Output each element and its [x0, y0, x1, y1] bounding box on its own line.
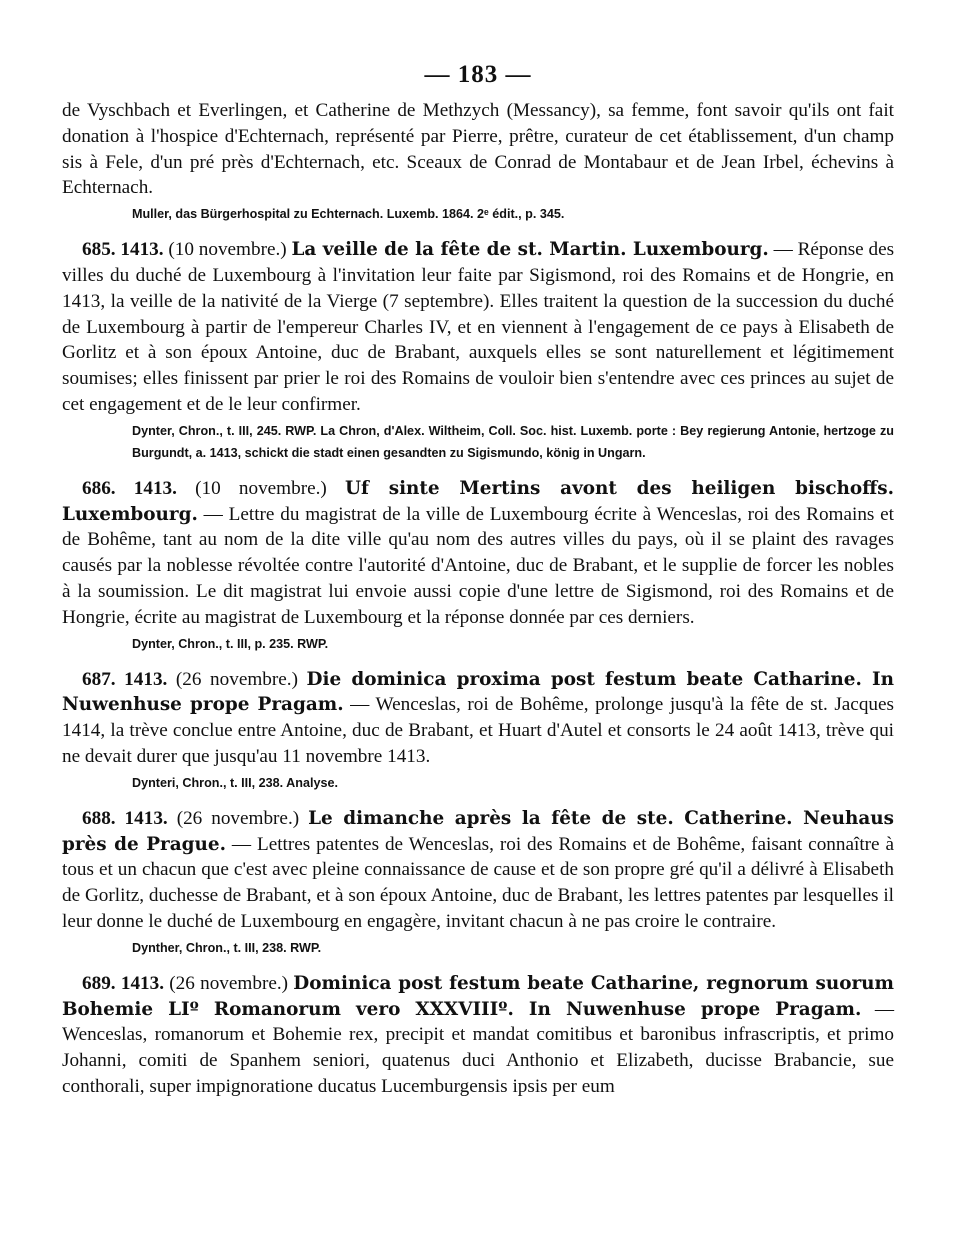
continuation-text: de Vyschbach et Everlingen, et Catherine de Methzych (Messancy), sa femme, font savoir qu'ils ont fait donation à l'hospice d'Echternach, représenté par Pierre, prêtre, curateur de cet établissement, d'un champ sis à Fele, d'un pré près d'Echternach, etc. Sceaux de Conrad de Montabaur et de Jean Irbel, échevins à Echternach. — [62, 100, 894, 199]
entry-number: 688. — [82, 807, 116, 829]
entry-year: 1413. — [120, 239, 164, 261]
entry-body: — Lettres patentes de Wenceslas, roi des Romains et de Bohême, faisant connaître à tous et un chacun que c'est avec pleine connaissance de cause et de son propre gré qu'il a délivré à Elisabeth de Gorlitz, duchesse de Brabant, et à son époux Antoine, duc de Brabant, les lettres patentes par lesquelles il leur donne le duché de Luxembourg en engagère, invitant chacun à ne pas croire le contraire. — [62, 833, 894, 932]
entry-number: 685. — [82, 239, 116, 261]
continuation-source: Muller, das Bürgerhospital zu Echternach. Luxemb. 1864. 2ᵉ édit., p. 345. — [132, 207, 565, 222]
entry-date: (10 novembre.) — [168, 239, 287, 261]
entry-paragraph — [62, 237, 894, 418]
entry-year: 1413. — [124, 807, 168, 829]
continuation-entry — [62, 98, 894, 225]
entry-heading: Dominica post festum beate Catharine, regnorum suorum Bohemie LIº Romanorum vero XXXVIIIº. In Nuwenhuse prope Pragam. — [62, 972, 894, 1020]
entry-body: — Réponse des villes du duché de Luxembourg à l'invitation leur faite par Sigismond, roi des Romains et de Hongrie, en 1413, la veille de la nativité de la Vierge (7 septembre). Elles traitent la question de la succession du duché de Luxembourg à partir de l'empereur Charles IV, et en viennent à l'engagement de ce pays à Elisabeth de Gorlitz et à son époux Antoine, duc de Brabant, auxquels elles se sont naturellement et légitimement soumises; elles finissent par prier le roi des Romains de vouloir bien s'entendre avec ces princes au sujet de cet engagement et de le leur confirmer. — [62, 239, 895, 415]
entry-number: 689. — [82, 972, 116, 994]
entry-heading: Die dominica proxima post festum beate Catharine. In Nuwenhuse prope Pragam. — [62, 668, 895, 716]
entry-paragraph — [62, 806, 894, 935]
entry-date: (10 novembre.) — [195, 477, 327, 499]
entry-source: Dynther, Chron., t. III, 238. RWP. — [132, 940, 322, 955]
page-number: — 183 — — [424, 61, 532, 88]
entry-body: — Wenceslas, romanorum et Bohemie rex, precipit et mandat comitibus et baronibus infrascriptis, et primo Johanni, comiti de Spanhem seniori, quatenus duci Anthonio et Elizabeth, ducisse Brabancie, sue conthorali, super impignoratione ducatus Lucemburgensis ipsis per eum — [62, 998, 895, 1097]
entry-heading: Uf sinte Mertins avont des heiligen bischoffs. Luxembourg. — [62, 477, 895, 525]
entry-number: 687. — [82, 668, 116, 690]
entry-body: — Wenceslas, roi de Bohême, prolonge jusqu'à la fête de st. Jacques 1414, la trève conclue entre Antoine, duc de Brabant, et Huart d'Autel et consorts le 24 août 1413, trève qui ne devait durer que jusqu'au 11 novembre 1413. — [62, 694, 894, 767]
entry-heading: Le dimanche après la fête de ste. Catherine. Neuhaus près de Prague. — [62, 807, 895, 855]
entry-year: 1413. — [133, 477, 177, 499]
entry-date: (26 novembre.) — [176, 807, 300, 829]
entry-heading: La veille de la fête de st. Martin. Luxembourg. — [291, 239, 769, 261]
entry-date: (26 novembre.) — [175, 668, 298, 690]
entry-688 — [62, 806, 894, 959]
entry-685 — [62, 237, 894, 464]
entry-paragraph — [62, 667, 894, 770]
entry-source: Dynteri, Chron., t. III, 238. Analyse. — [132, 775, 338, 790]
entry-paragraph — [62, 971, 894, 1100]
entry-paragraph — [62, 476, 894, 631]
entry-year: 1413. — [124, 668, 168, 690]
entry-date: (26 novembre.) — [169, 972, 289, 994]
entry-687 — [62, 667, 894, 794]
entry-source: Dynter, Chron., t. III, p. 235. RWP. — [132, 636, 329, 651]
entry-number: 686. — [82, 477, 116, 499]
entry-body: — Lettre du magistrat de la ville de Luxembourg écrite à Wenceslas, roi des Romains et de Bohême, tant au nom de la dite ville qu'au nom des autres villes du pays, où il se plaint des ravages causés par la noblesse révoltée contre l'autorité d'Antoine, duc de Brabant, et le supplie de forcer les nobles à la soumission. Le dit magistrat lui envoie aussi copie d'une lettre de Sigismond, roi des Romains et de Hongrie, écrite au magistrat de Luxembourg et la réponse donnée par ces derniers. — [62, 503, 895, 628]
entry-689 — [62, 971, 894, 1100]
entry-year: 1413. — [120, 972, 165, 994]
entry-686 — [62, 476, 894, 655]
entry-source: Dynter, Chron., t. III, 245. RWP. La Chron, d'Alex. Wiltheim, Coll. Soc. hist. Luxemb. porte : Bey regierung Antonie, hertzoge zu Burgundt, a. 1413, schickt die stadt einen gesandten zu Sigismundo, könig in Ungarn. — [132, 423, 894, 460]
